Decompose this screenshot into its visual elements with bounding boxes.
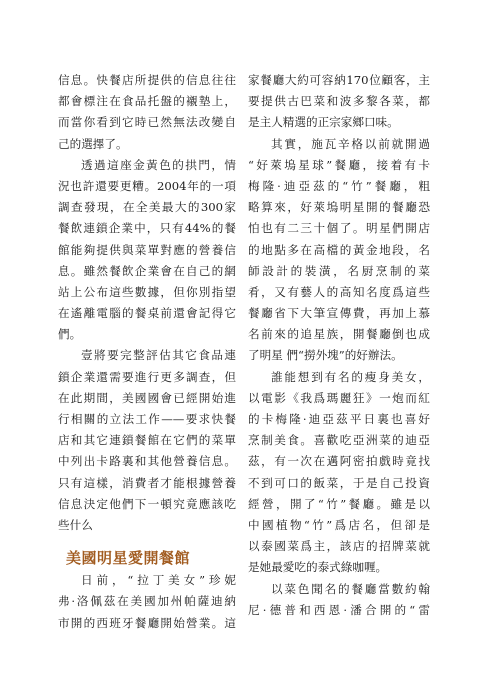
- text-line: 壹將要完整評估其它食品連: [81, 348, 236, 363]
- paragraph-golden-arches: [58, 155, 236, 346]
- paragraph-cameron-diaz: [248, 367, 430, 579]
- text-line: 透過這座金黃色的拱門，情: [81, 157, 236, 172]
- text-line: 要提供古巴菜和波多黎各菜，都: [248, 94, 430, 109]
- text-line: 只有這樣，消費者才能根據營養: [58, 475, 236, 490]
- text-line: 調查發現，在全美最大的300家: [58, 200, 236, 215]
- text-line: 弗·洛佩茲在美國加州帕薩迪納: [58, 594, 236, 609]
- text-line: 鎖企業還需要進行更多調查，但: [58, 369, 236, 384]
- text-line: 況也許還要更糟。2004年的一項: [58, 178, 236, 193]
- text-line: 信息決定他們下一頓究竟應該吃: [58, 496, 236, 511]
- paragraph-celebrity-restaurants: [248, 134, 430, 367]
- text-line: 都會標注在食品托盤的襯墊上，: [58, 94, 236, 109]
- text-line: 己的選擇了。: [58, 136, 128, 151]
- text-line: 行相關的立法工作——要求快餐: [58, 412, 236, 426]
- text-line: 而當你看到它時已然無法改變自: [58, 115, 236, 130]
- text-line: 家餐廳大約可容納170位顧客，主: [248, 73, 430, 87]
- text-line: 餐飲連鎖企業中，只有44%的餐: [58, 221, 236, 236]
- text-line: 經營，開了“竹”餐廳。雖是以: [248, 496, 430, 511]
- paragraph-jennifer-lopez: [58, 570, 236, 634]
- right-column: [248, 70, 430, 621]
- section-heading: 美國明星愛開餐館: [66, 549, 191, 568]
- text-line: 是她最愛吃的泰式綠咖喱。: [248, 560, 388, 575]
- paragraph-restaurant-capacity: [248, 70, 430, 134]
- text-line: 其實，施瓦辛格以前就開過: [271, 136, 430, 151]
- text-line: “好萊塢星球”餐廳，接着有卡: [248, 157, 430, 172]
- paragraph-fast-food-info: [58, 70, 236, 155]
- text-line: 梅隆·迪亞茲的“竹”餐廳，粗: [248, 178, 430, 193]
- text-line: 怕也有二三十個了。明星們開店: [248, 221, 430, 236]
- text-line: 在遙離電腦的餐桌前還會記得它: [58, 306, 236, 321]
- text-line: 信息。快餐店所提供的信息往往: [58, 73, 236, 87]
- text-line: 以電影《我爲瑪麗狂》一炮而紅: [248, 390, 430, 405]
- text-line: 館能夠提供與菜單對應的營養信: [58, 242, 236, 257]
- text-line: 中列出卡路裏和其他營養信息。: [58, 454, 236, 469]
- text-line: 息。雖然餐飲企業會在自己的網: [58, 263, 236, 278]
- text-line: 中國植物“竹”爲店名，但卻是: [248, 517, 430, 532]
- text-line: 站上公布這些數據，但你別指望: [58, 284, 236, 299]
- text-line: 些什么: [58, 517, 93, 532]
- paragraph-legislation: [58, 345, 236, 536]
- text-line: 名前來的追星族，開餐廳倒也成: [248, 327, 430, 342]
- text-line: 誰能想到有名的瘦身美女，: [271, 369, 430, 384]
- text-line: 們。: [58, 327, 82, 342]
- text-line: 以菜色聞名的餐廳當數約翰: [271, 581, 430, 596]
- text-line: 肴，又有藝人的高知名度爲這些: [248, 284, 430, 299]
- text-line: 不到可口的飯菜，于是自己投資: [248, 475, 430, 490]
- text-line: 烹制美食。喜歡吃亞洲菜的迪亞: [248, 433, 430, 448]
- text-line: 以泰國菜爲主，該店的招牌菜就: [248, 539, 430, 554]
- text-line: 師設計的裝潢，名厨烹制的菜: [248, 263, 430, 278]
- text-line: 的地點多在高檔的黃金地段，名: [248, 242, 430, 257]
- text-line: 店和其它連鎖餐館在它們的菜單: [58, 433, 236, 448]
- left-column: [58, 70, 236, 634]
- text-line: 日前，“拉丁美女”珍妮: [81, 573, 236, 588]
- paragraph-johnny-depp: [248, 579, 430, 621]
- text-line: 茲，有一次在邁阿密拍戲時竟找: [248, 454, 430, 469]
- text-line: 是主人精選的正宗家鄉口味。: [248, 115, 399, 130]
- text-line: 餐廳省下大筆宣傳費，再加上慕: [248, 306, 430, 321]
- text-line: 在此期間，美國國會已經開始進: [58, 390, 236, 405]
- text-line: 尼·德普和西恩·潘合開的“雷: [248, 602, 430, 617]
- text-line: 的卡梅隆·迪亞茲平日裏也喜好: [248, 412, 430, 426]
- text-line: 了明星 們“撈外塊”的好辦法。: [248, 348, 403, 363]
- section-spacer: [58, 536, 236, 546]
- text-line: 市開的西班牙餐廳開始營業。這: [58, 615, 236, 630]
- text-line: 略算來，好萊塢明星開的餐廳恐: [248, 200, 430, 215]
